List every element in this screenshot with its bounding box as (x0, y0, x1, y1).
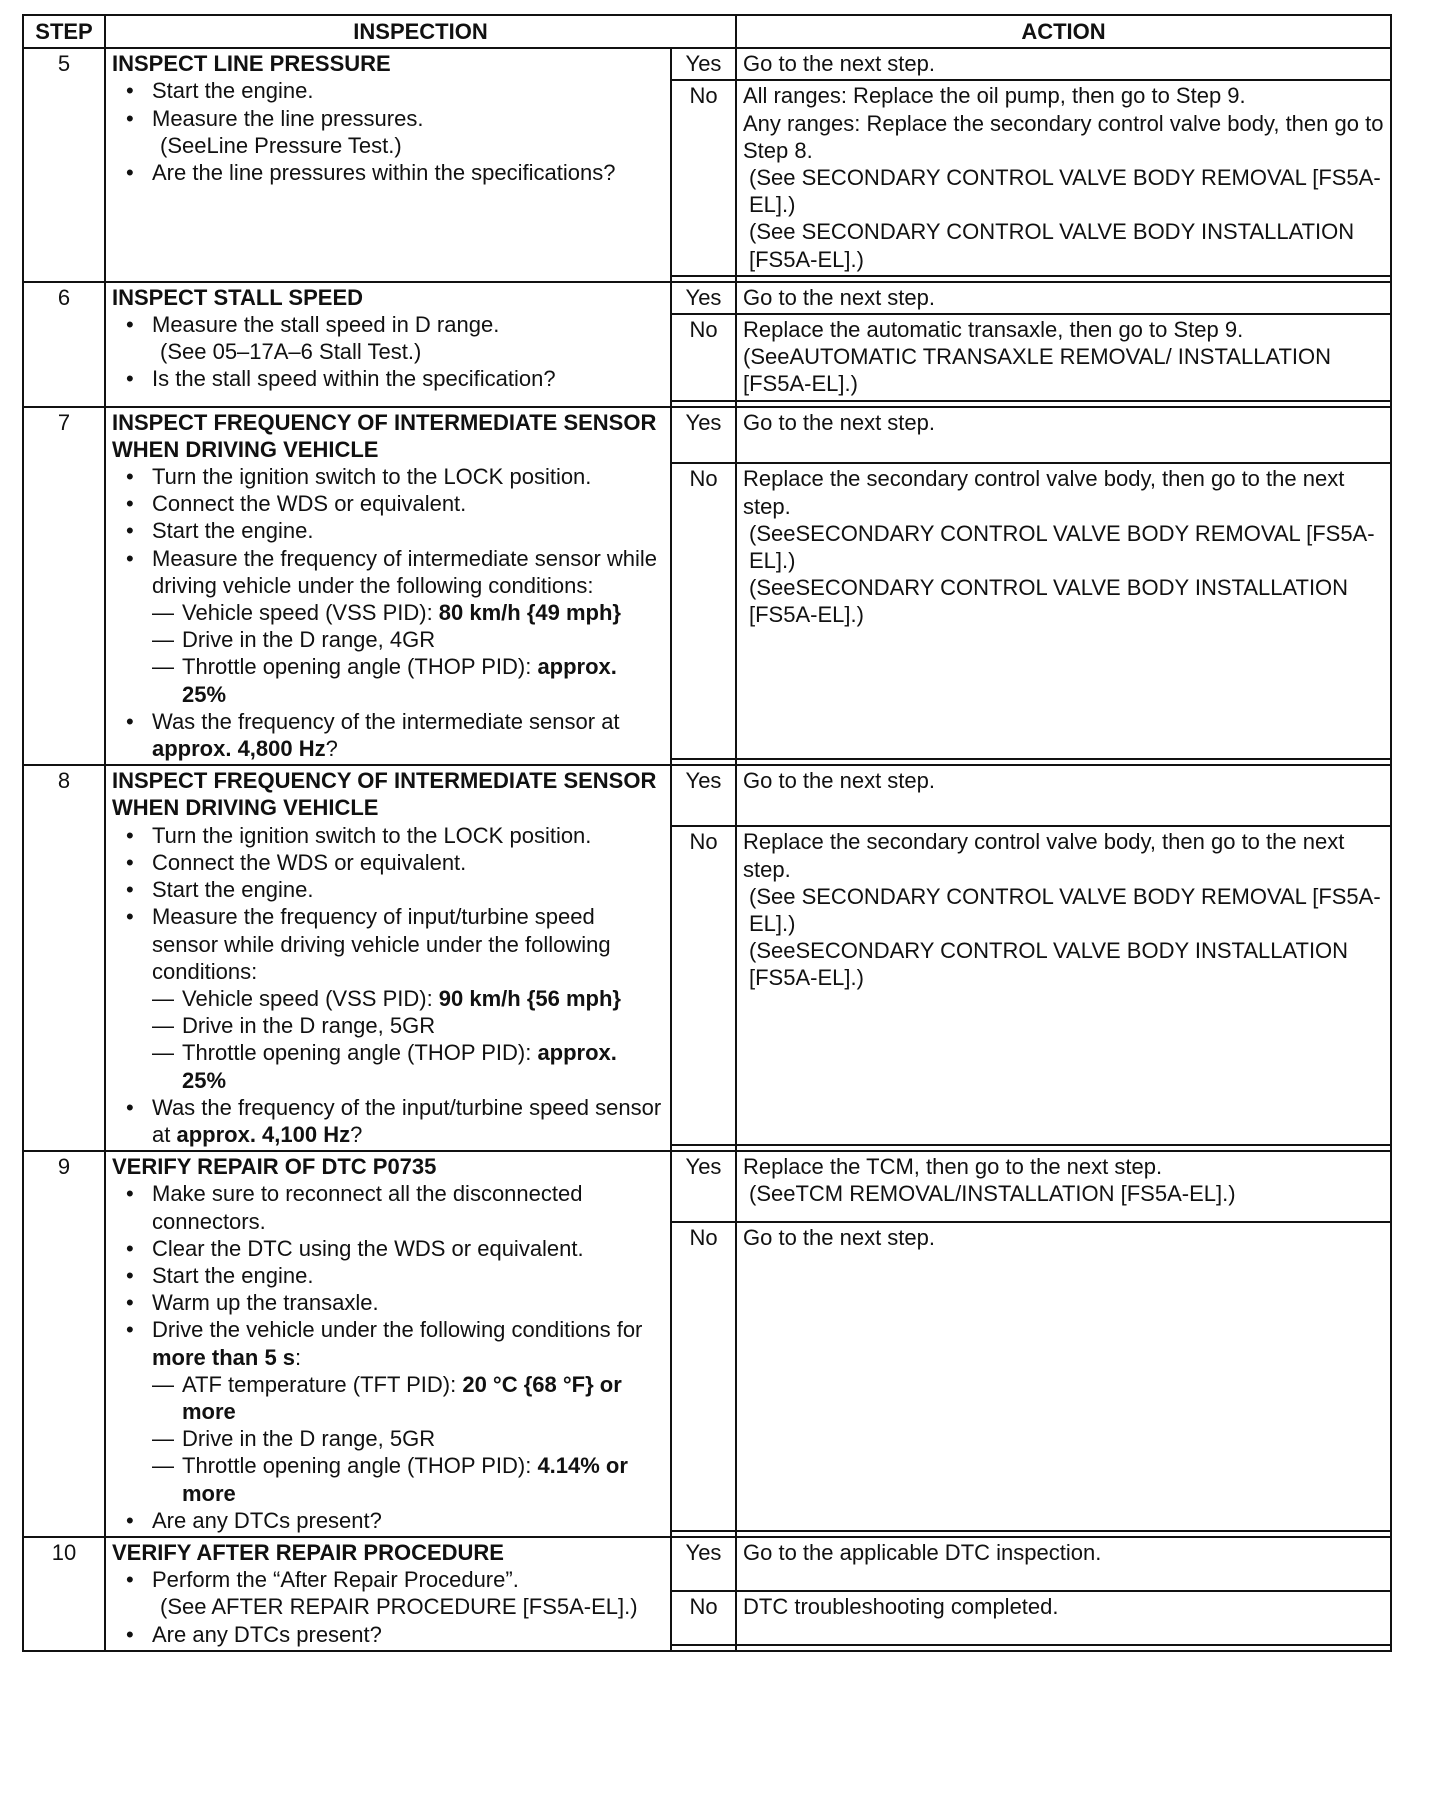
condition-item: — Vehicle speed (VSS PID): 90 km/h {56 mph} (152, 985, 664, 1012)
action-line: DTC troubleshooting completed. (743, 1593, 1059, 1619)
inspection-item: • Measure the frequency of input/turbine speed sensor while driving vehicle under the following conditions: — Vehicle speed (VSS PID): 90 km/h {56 mph} — Drive in the D range, 5GR — Throttle opening angle (THOP PID): approx. 25% (112, 903, 664, 1093)
table-header-row (23, 15, 1391, 48)
inspection-cell (105, 282, 671, 407)
troubleshooting-table (22, 14, 1392, 1652)
yes-label: Yes (671, 1151, 736, 1222)
inspection-item: • Measure the frequency of intermediate sensor while driving vehicle under the following conditions: — Vehicle speed (VSS PID): 80 km/h {49 mph} — Drive in the D range, 4GR — Throttle opening angle (THOP PID): approx. 25% (112, 545, 664, 708)
step-row-yes (23, 48, 1391, 80)
inspection-item: • Measure the stall speed in D range. (See 05–17A–6 Stall Test.) (112, 311, 664, 365)
inspection-item: • Start the engine. (112, 517, 664, 544)
inspection-reference: (See 05–17A–6 Stall Test.) (160, 339, 422, 365)
inspection-item: • Connect the WDS or equivalent. (112, 490, 664, 517)
action-line: Replace the TCM, then go to the next step. (743, 1154, 1163, 1180)
no-action (736, 826, 1391, 1145)
no-label: No (671, 80, 736, 275)
action-line: Go to the next step. (743, 409, 936, 435)
no-action (736, 1222, 1391, 1531)
action-line: Go to the next step. (743, 768, 936, 794)
inspection-item: • Start the engine. (112, 1262, 664, 1289)
step-row-yes (23, 1151, 1391, 1222)
inspection-item: • Are the line pressures within the specifications? (112, 159, 664, 186)
condition-item: — Drive in the D range, 4GR (152, 626, 664, 653)
condition-item: — Drive in the D range, 5GR (152, 1425, 664, 1452)
action-line: Go to the next step. (743, 1225, 936, 1251)
action-line: Go to the applicable DTC inspection. (743, 1539, 1102, 1565)
step-number: 9 (23, 1151, 105, 1537)
action-reference: (SeeTCM REMOVAL/INSTALLATION [FS5A-EL].) (749, 1181, 1236, 1207)
action-line: Replace the automatic transaxle, then go to Step 9. (743, 317, 1244, 343)
condition-item: — Throttle opening angle (THOP PID): approx. 25% (152, 653, 664, 707)
inspection-item: • Measure the line pressures. (SeeLine Pressure Test.) (112, 105, 664, 159)
yes-action (736, 1537, 1391, 1591)
action-reference: (SeeSECONDARY CONTROL VALVE BODY REMOVAL [FS5A-EL].) (749, 520, 1375, 573)
inspection-item: • Perform the “After Repair Procedure”. (See AFTER REPAIR PROCEDURE [FS5A-EL].) (112, 1566, 664, 1620)
step-number: 6 (23, 282, 105, 407)
no-label: No (671, 463, 736, 759)
step-number: 8 (23, 765, 105, 1151)
inspection-cell (105, 1537, 671, 1651)
inspection-question: • Was the frequency of the input/turbine speed sensor at approx. 4,100 Hz? (112, 1094, 664, 1148)
condition-item: — ATF temperature (TFT PID): 20 °C {68 °F} or more (152, 1371, 664, 1425)
yes-label: Yes (671, 48, 736, 80)
no-action (736, 80, 1391, 275)
inspection-title: INSPECT FREQUENCY OF INTERMEDIATE SENSOR WHEN DRIVING VEHICLE (112, 409, 657, 462)
inspection-item: • Start the engine. (112, 876, 664, 903)
action-reference: (See SECONDARY CONTROL VALVE BODY INSTALLATION [FS5A-EL].) (749, 219, 1355, 272)
inspection-item: • Turn the ignition switch to the LOCK position. (112, 822, 664, 849)
no-label: No (671, 826, 736, 1145)
no-label: No (671, 314, 736, 401)
action-reference: (SeeAUTOMATIC TRANSAXLE REMOVAL/ INSTALLATION [FS5A-EL].) (743, 344, 1332, 397)
inspection-title: VERIFY REPAIR OF DTC P0735 (112, 1154, 437, 1180)
no-action (736, 463, 1391, 759)
inspection-title: INSPECT LINE PRESSURE (112, 51, 391, 77)
yes-label: Yes (671, 282, 736, 314)
condition-item: — Vehicle speed (VSS PID): 80 km/h {49 mph} (152, 599, 664, 626)
action-line: Any ranges: Replace the secondary control valve body, then go to Step 8. (743, 110, 1384, 163)
inspection-cell (105, 1151, 671, 1537)
action-reference: (See SECONDARY CONTROL VALVE BODY REMOVAL [FS5A-EL].) (749, 165, 1381, 218)
action-line: All ranges: Replace the oil pump, then go to Step 9. (743, 83, 1246, 109)
condition-item: — Drive in the D range, 5GR (152, 1012, 664, 1039)
condition-item: — Throttle opening angle (THOP PID): approx. 25% (152, 1039, 664, 1093)
document-page (22, 14, 1390, 1652)
inspection-item: • Clear the DTC using the WDS or equivalent. (112, 1235, 664, 1262)
action-line: Go to the next step. (743, 284, 936, 310)
header-step: STEP (23, 15, 105, 48)
inspection-title: INSPECT STALL SPEED (112, 284, 364, 310)
step-number: 7 (23, 407, 105, 766)
inspection-list (112, 311, 664, 393)
condition-list (152, 1371, 664, 1507)
action-line: Go to the next step. (743, 51, 936, 77)
yes-action (736, 48, 1391, 80)
inspection-item: • Are any DTCs present? (112, 1621, 664, 1648)
step-row-yes (23, 282, 1391, 314)
no-action (736, 314, 1391, 401)
step-row-yes (23, 1537, 1391, 1591)
header-action: ACTION (736, 15, 1391, 48)
inspection-list (112, 822, 664, 1148)
step-number: 10 (23, 1537, 105, 1651)
inspection-item: • Turn the ignition switch to the LOCK position. (112, 463, 664, 490)
inspection-cell (105, 765, 671, 1151)
action-reference: (SeeSECONDARY CONTROL VALVE BODY INSTALLATION [FS5A-EL].) (749, 575, 1349, 628)
inspection-title: VERIFY AFTER REPAIR PROCEDURE (112, 1539, 504, 1565)
inspection-cell (105, 407, 671, 766)
no-action (736, 1591, 1391, 1645)
inspection-list (112, 1566, 664, 1648)
action-reference: (See SECONDARY CONTROL VALVE BODY REMOVAL [FS5A-EL].) (749, 883, 1381, 936)
yes-action (736, 407, 1391, 464)
inspection-reference: (SeeLine Pressure Test.) (160, 132, 402, 158)
action-line: Replace the secondary control valve body, then go to the next step. (743, 829, 1345, 882)
no-label: No (671, 1222, 736, 1531)
header-inspection: INSPECTION (105, 15, 736, 48)
inspection-item: • Make sure to reconnect all the disconnected connectors. (112, 1180, 664, 1234)
step-row-yes (23, 407, 1391, 464)
yes-action (736, 282, 1391, 314)
condition-list (152, 985, 664, 1094)
inspection-list (112, 1180, 664, 1534)
yes-action (736, 765, 1391, 826)
action-line: Replace the secondary control valve body, then go to the next step. (743, 466, 1345, 519)
inspection-item: • Start the engine. (112, 77, 664, 104)
condition-item: — Throttle opening angle (THOP PID): 4.14% or more (152, 1452, 664, 1506)
step-row-yes (23, 765, 1391, 826)
yes-label: Yes (671, 407, 736, 464)
inspection-cell (105, 48, 671, 282)
action-reference: (SeeSECONDARY CONTROL VALVE BODY INSTALLATION [FS5A-EL].) (749, 938, 1349, 991)
inspection-question: • Are any DTCs present? (112, 1507, 664, 1534)
inspection-list (112, 77, 664, 186)
inspection-title: INSPECT FREQUENCY OF INTERMEDIATE SENSOR WHEN DRIVING VEHICLE (112, 768, 657, 821)
inspection-reference: (See AFTER REPAIR PROCEDURE [FS5A-EL].) (160, 1594, 638, 1620)
condition-list (152, 599, 664, 708)
inspection-question: • Was the frequency of the intermediate sensor at approx. 4,800 Hz? (112, 708, 664, 762)
no-label: No (671, 1591, 736, 1645)
inspection-item: • Drive the vehicle under the following conditions for more than 5 s: — ATF temperature (TFT PID): 20 °C {68 °F} or more — Drive in the D range, 5GR — Throttle opening angle (THOP PID): 4.14% or more (112, 1316, 664, 1506)
inspection-item: • Is the stall speed within the specification? (112, 365, 664, 392)
yes-label: Yes (671, 765, 736, 826)
yes-label: Yes (671, 1537, 736, 1591)
inspection-item: • Warm up the transaxle. (112, 1289, 664, 1316)
inspection-item: • Connect the WDS or equivalent. (112, 849, 664, 876)
yes-action (736, 1151, 1391, 1222)
step-number: 5 (23, 48, 105, 282)
inspection-list (112, 463, 664, 762)
